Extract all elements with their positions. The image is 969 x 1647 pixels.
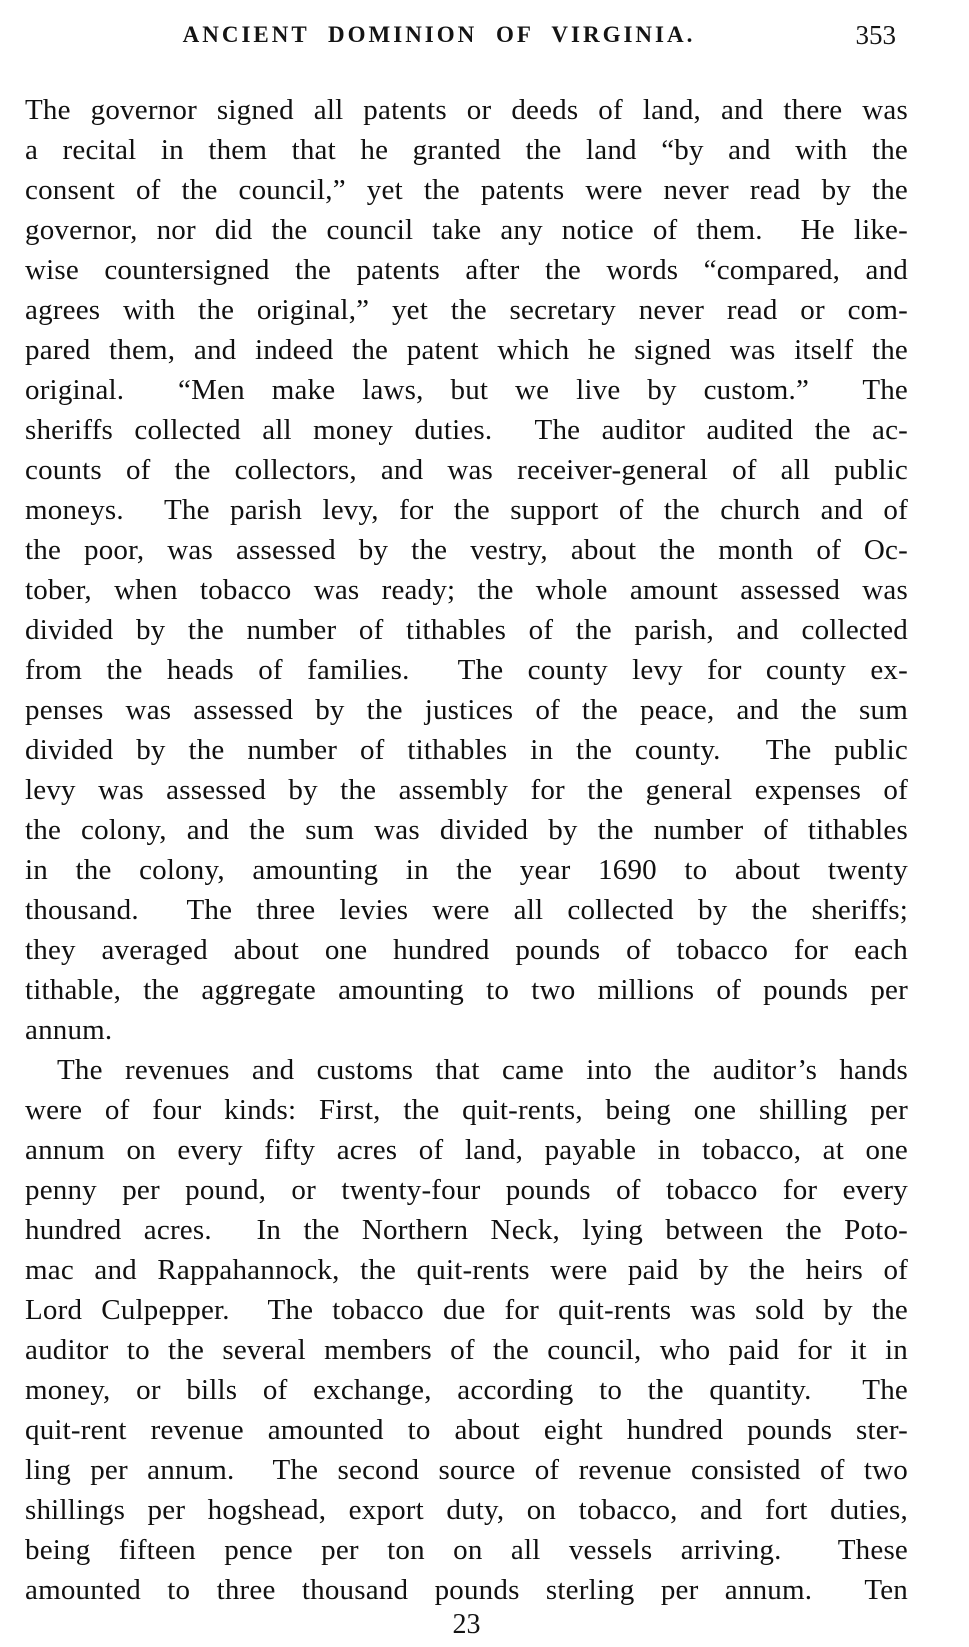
text-block bbox=[25, 90, 908, 1610]
text-line: agrees with the original,” yet the secretary never read or com- bbox=[25, 294, 908, 326]
text-line: they averaged about one hundred pounds of tobacco for each bbox=[25, 934, 908, 966]
text-line: divided by the number of tithables of the parish, and collected bbox=[25, 614, 908, 646]
paragraph bbox=[25, 90, 908, 1050]
paragraph bbox=[25, 1050, 908, 1610]
page-footer bbox=[25, 1609, 908, 1641]
running-title: ANCIENT DOMINION OF VIRGINIA. bbox=[182, 22, 696, 47]
text-line: annum on every fifty acres of land, payable in tobacco, at one bbox=[25, 1134, 908, 1166]
text-line: levy was assessed by the assembly for the general expenses of bbox=[25, 774, 908, 806]
text-line: auditor to the several members of the council, who paid for it in bbox=[25, 1334, 908, 1366]
text-line: tober, when tobacco was ready; the whole amount assessed was bbox=[25, 574, 908, 606]
text-line: the poor, was assessed by the vestry, about the month of Oc- bbox=[25, 534, 908, 566]
text-line: moneys. The parish levy, for the support of the church and of bbox=[25, 494, 908, 526]
text-line: from the heads of families. The county levy for county ex- bbox=[25, 654, 908, 686]
text-line: the colony, and the sum was divided by the number of tithables bbox=[25, 814, 908, 846]
text-line: tithable, the aggregate amounting to two millions of pounds per bbox=[25, 974, 908, 1006]
text-line: wise countersigned the patents after the words “compared, and bbox=[25, 254, 908, 286]
text-line: penses was assessed by the justices of the peace, and the sum bbox=[25, 694, 908, 726]
text-line: amounted to three thousand pounds sterling per annum. Ten bbox=[25, 1574, 908, 1606]
page-header bbox=[25, 20, 908, 54]
text-line: thousand. The three levies were all collected by the sheriffs; bbox=[25, 894, 908, 926]
page-number: 353 bbox=[855, 20, 896, 50]
text-line: divided by the number of tithables in the county. The public bbox=[25, 734, 908, 766]
text-line: consent of the council,” yet the patents were never read by the bbox=[25, 174, 908, 206]
text-line: a recital in them that he granted the land “by and with the bbox=[25, 134, 908, 166]
text-line: The governor signed all patents or deeds of land, and there was bbox=[25, 94, 908, 126]
text-line: were of four kinds: First, the quit-rents, being one shilling per bbox=[25, 1094, 908, 1126]
text-line: ling per annum. The second source of revenue consisted of two bbox=[25, 1454, 908, 1486]
text-line: original. “Men make laws, but we live by custom.” The bbox=[25, 374, 908, 406]
signature-mark: 23 bbox=[452, 1609, 481, 1640]
text-line: shillings per hogshead, export duty, on tobacco, and fort duties, bbox=[25, 1494, 908, 1526]
text-line: penny per pound, or twenty-four pounds of tobacco for every bbox=[25, 1174, 908, 1206]
text-line: quit-rent revenue amounted to about eight hundred pounds ster- bbox=[25, 1414, 908, 1446]
text-line: sheriffs collected all money duties. The auditor audited the ac- bbox=[25, 414, 908, 446]
text-line: hundred acres. In the Northern Neck, lying between the Poto- bbox=[25, 1214, 908, 1246]
text-line: pared them, and indeed the patent which he signed was itself the bbox=[25, 334, 908, 366]
text-line: mac and Rappahannock, the quit-rents were paid by the heirs of bbox=[25, 1254, 908, 1286]
text-line: The revenues and customs that came into the auditor’s hands bbox=[57, 1054, 908, 1086]
text-line: Lord Culpepper. The tobacco due for quit-rents was sold by the bbox=[25, 1294, 908, 1326]
text-line: in the colony, amounting in the year 1690 to about twenty bbox=[25, 854, 908, 886]
text-line: counts of the collectors, and was receiver-general of all public bbox=[25, 454, 908, 486]
text-line: being fifteen pence per ton on all vessels arriving. These bbox=[25, 1534, 908, 1566]
text-line: governor, nor did the council take any notice of them. He like- bbox=[25, 214, 908, 246]
text-line: annum. bbox=[25, 1014, 113, 1046]
text-line: money, or bills of exchange, according to the quantity. The bbox=[25, 1374, 908, 1406]
